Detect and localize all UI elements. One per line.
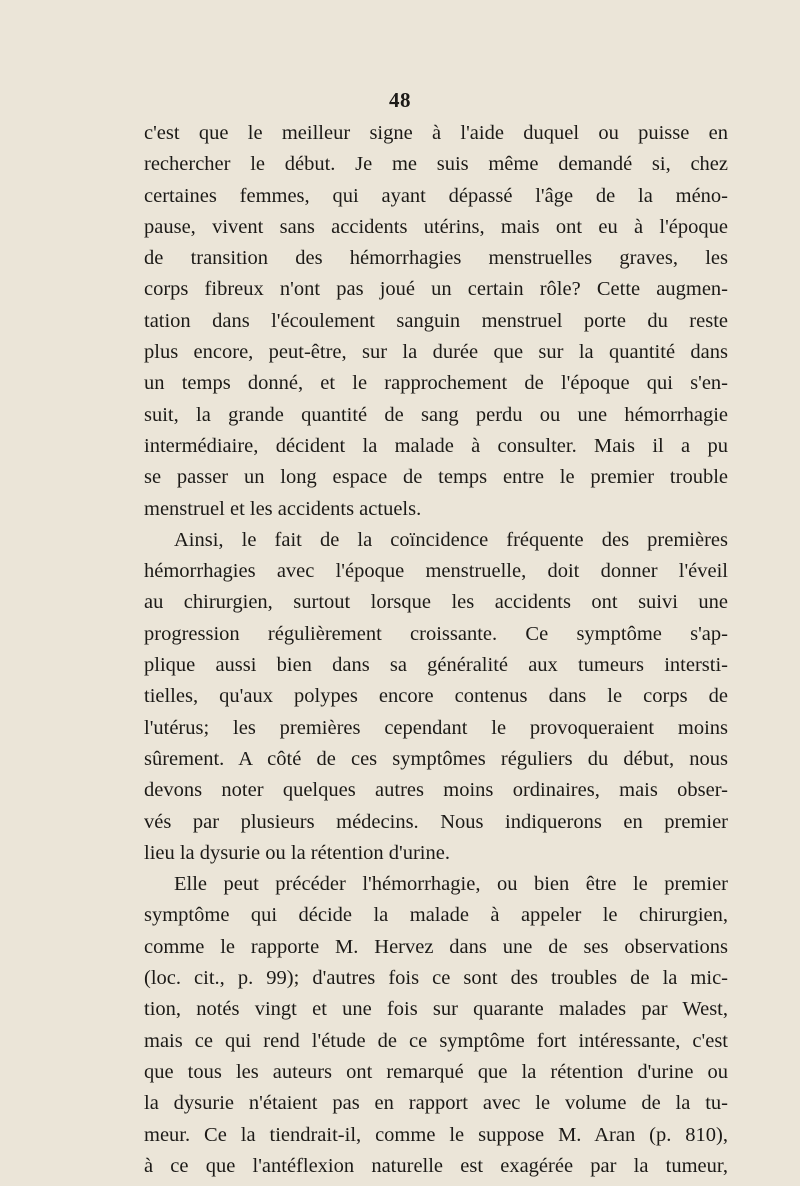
text-line: Elle peut précéder l'hémorrhagie, ou bien être le premier (174, 873, 728, 896)
text-line: tielles, qu'aux polypes encore contenus dans le corps de (144, 685, 728, 708)
text-line: sûrement. A côté de ces symptômes réguliers du début, nous (144, 747, 728, 770)
text-line: pause, vivent sans accidents utérins, mais ont eu à l'époque (144, 215, 728, 238)
text-line: tion, notés vingt et une fois sur quarante malades par West, (144, 998, 728, 1021)
text-line: corps fibreux n'ont pas joué un certain rôle? Cette augmen- (144, 278, 728, 301)
text-line: mais ce qui rend l'étude de ce symptôme fort intéressante, c'est (144, 1029, 728, 1052)
text-line: comme le rapporte M. Hervez dans une de ses observations (144, 935, 728, 958)
text-line: un temps donné, et le rapprochement de l'époque qui s'en- (144, 372, 728, 395)
text-line: plique aussi bien dans sa généralité aux tumeurs intersti- (144, 654, 728, 677)
text-line: à ce que l'antéflexion naturelle est exagérée par la tumeur, (144, 1154, 728, 1177)
text-line: que tous les auteurs ont remarqué que la rétention d'urine ou (144, 1060, 728, 1083)
text-line: Ainsi, le fait de la coïncidence fréquente des premières (174, 528, 728, 551)
body-text (144, 118, 728, 1182)
text-line: c'est que le meilleur signe à l'aide duquel ou puisse en (144, 122, 728, 144)
text-line: menstruel et les accidents actuels. (144, 497, 422, 520)
text-line: la dysurie n'étaient pas en rapport avec le volume de la tu- (144, 1092, 728, 1115)
text-line: au chirurgien, surtout lorsque les accidents ont suivi une (144, 591, 728, 614)
text-line: se passer un long espace de temps entre le premier trouble (144, 466, 728, 489)
text-line: hémorrhagies avec l'époque menstruelle, doit donner l'éveil (144, 560, 728, 583)
text-line: certaines femmes, qui ayant dépassé l'âge de la méno- (144, 184, 728, 207)
text-line: suit, la grande quantité de sang perdu ou une hémorrhagie (144, 403, 728, 426)
text-line: vés par plusieurs médecins. Nous indiquerons en premier (144, 810, 728, 833)
text-line: progression régulièrement croissante. Ce symptôme s'ap- (144, 622, 728, 645)
text-line: plus encore, peut-être, sur la durée que sur la quantité dans (144, 341, 728, 364)
page-number: 48 (389, 88, 411, 112)
text-line: tation dans l'écoulement sanguin menstruel porte du reste (144, 309, 728, 332)
text-line: symptôme qui décide la malade à appeler le chirurgien, (144, 904, 728, 927)
text-line: rechercher le début. Je me suis même demandé si, chez (144, 153, 728, 176)
text-line: meur. Ce la tiendrait-il, comme le suppose M. Aran (p. 810), (144, 1123, 728, 1146)
text-line: intermédiaire, décident la malade à consulter. Mais il a pu (144, 434, 728, 457)
text-line: l'utérus; les premières cependant le provoqueraient moins (144, 716, 728, 739)
text-line: lieu la dysurie ou la rétention d'urine. (144, 841, 450, 864)
text-line: devons noter quelques autres moins ordinaires, mais obser- (144, 779, 728, 802)
text-line: (loc. cit., p. 99); d'autres fois ce sont des troubles de la mic- (144, 967, 728, 990)
text-line: de transition des hémorrhagies menstruelles graves, les (144, 247, 728, 270)
